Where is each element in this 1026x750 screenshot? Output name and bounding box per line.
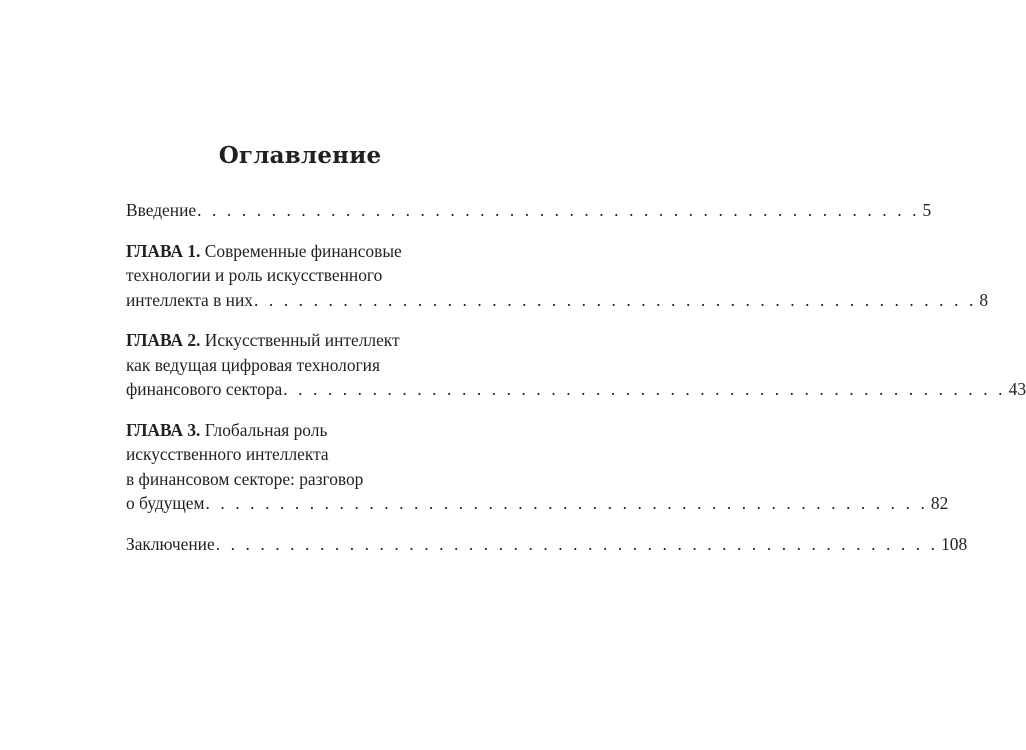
toc-entry-title: Введение (126, 200, 197, 220)
dot-leader: . . . . . . . . . . . . . . . . . . . . . . . . . . . . . . . . . . . . . . . . . . . . . . . . . (197, 200, 920, 220)
chapter-label: ГЛАВА 2. (126, 330, 201, 350)
chapter-label: ГЛАВА 3. (126, 419, 201, 440)
toc-last-line (126, 288, 989, 313)
dot-leader: . . . . . . . . . . . . . . . . . . . . . . . . . . . . . . . . . . . . . . . . . . . . . . . . . (253, 289, 977, 310)
toc-entry-title: финансового сектора (126, 379, 283, 399)
toc-line (126, 328, 461, 353)
dot-leader: . . . . . . . . . . . . . . . . . . . . . . . . . . . . . . . . . . . . . . . . . . . . . . . . . (283, 379, 1006, 399)
toc-page-number: 108 (941, 533, 968, 554)
toc-entry-chapter-1 (126, 239, 989, 313)
toc-entry-title: интеллекта в них (126, 289, 253, 310)
toc-last-line (126, 377, 1026, 402)
toc-entry-title: Заключение (126, 533, 215, 554)
toc-line-text: Глобальная роль (204, 419, 328, 440)
toc-line (126, 418, 461, 443)
toc-entry-chapter-3 (126, 418, 949, 516)
toc-line-text: Искусственный интеллект (204, 330, 400, 350)
chapter-label: ГЛАВА 1. (126, 240, 201, 261)
toc-page-number: 82 (930, 493, 949, 513)
toc-page-number: 43 (1008, 379, 1026, 399)
toc-line: технологии и роль искусственного (126, 265, 383, 285)
toc-line-text: Современные финансовые (204, 240, 402, 261)
toc-page-number: 8 (979, 289, 989, 310)
toc-entry-chapter-2 (126, 328, 1026, 402)
dot-leader: . . . . . . . . . . . . . . . . . . . . . . . . . . . . . . . . . . . . . . . . . . . . . . . . . (215, 533, 939, 554)
page-title: Оглавление (218, 142, 382, 169)
toc-line: искусственного интеллекта (126, 444, 329, 464)
toc-line (126, 239, 461, 264)
toc-last-line (126, 491, 949, 516)
toc-entry-title: о будущем (126, 493, 205, 513)
toc-entry-conclusion (126, 532, 968, 557)
toc-last-line (126, 532, 968, 557)
table-of-contents (126, 198, 1026, 572)
toc-line: в финансовом секторе: разговор (126, 468, 364, 489)
dot-leader: . . . . . . . . . . . . . . . . . . . . . . . . . . . . . . . . . . . . . . . . . . . . . . . . . (205, 493, 928, 513)
toc-last-line (126, 198, 932, 223)
toc-line: как ведущая цифровая технология (126, 354, 380, 375)
toc-page-number: 5 (922, 200, 932, 220)
toc-entry-introduction (126, 198, 932, 223)
